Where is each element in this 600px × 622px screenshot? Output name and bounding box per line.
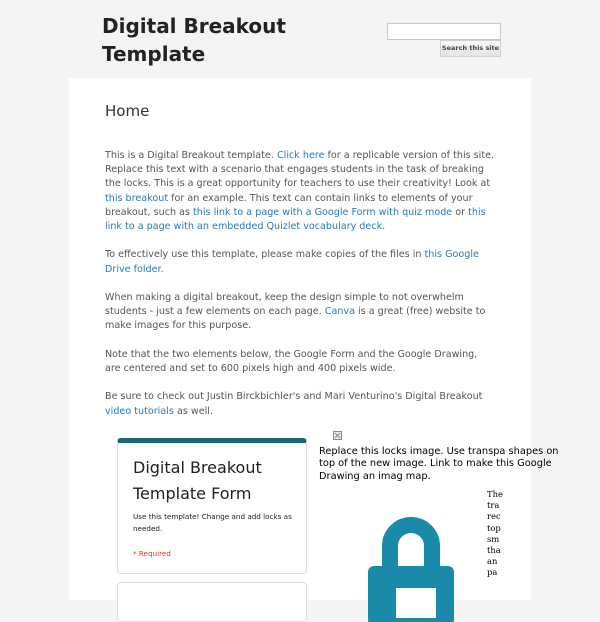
text-span: When making a digital breakout, keep the design simple to not overwhelm students - just a few elements on each page. bbox=[105, 292, 464, 318]
text-span: To effectively use this template, please make copies of the files in bbox=[105, 249, 425, 261]
drive-folder-link[interactable]: this Google Drive folder bbox=[105, 249, 479, 275]
form-required-note: * Required bbox=[133, 549, 171, 558]
note-paragraph bbox=[105, 348, 495, 376]
site-header bbox=[0, 0, 600, 78]
text-span: or bbox=[452, 206, 469, 218]
form-question-card[interactable] bbox=[117, 582, 307, 622]
text-span: . bbox=[382, 221, 386, 233]
quizlet-link[interactable]: this link to a page with an embedded Quizlet vocabulary deck bbox=[105, 206, 486, 233]
drawing-instructions: Replace this locks image. Use transpa shapes on top of the new image. Link to make this Google Drawing an imag map. bbox=[319, 446, 559, 482]
text-span: as well. bbox=[173, 405, 213, 417]
intro-paragraph bbox=[105, 149, 495, 234]
form-title: Digital Breakout Template Form bbox=[133, 458, 262, 503]
form-description: Use this template! Change and add locks as needed. bbox=[133, 512, 292, 533]
tutorials-paragraph bbox=[105, 390, 495, 418]
google-drawing-embed[interactable] bbox=[316, 430, 559, 600]
text-span: for a replicable version of this site. Replace this text with a scenario that engages students in the task of breaking the locks. This is a great opportunity for teachers to use their creativity! Look at bbox=[105, 150, 495, 190]
drive-paragraph bbox=[105, 248, 495, 276]
search-button[interactable]: Search this site bbox=[440, 40, 501, 57]
text-span: Be sure to check out Justin Birckbichler's and Mari Venturino's Digital Breakout bbox=[105, 391, 483, 403]
site-title[interactable]: Digital Breakout Template bbox=[102, 14, 286, 66]
drawing-side-text: The tra rec top sm tha an pa bbox=[487, 489, 503, 578]
google-form-embed[interactable] bbox=[117, 438, 307, 600]
video-tutorials-link[interactable]: video tutorials bbox=[105, 405, 174, 417]
lock-icon[interactable] bbox=[346, 506, 476, 606]
canva-link[interactable]: Canva bbox=[324, 306, 355, 318]
search-input[interactable] bbox=[387, 23, 501, 40]
broken-image-icon bbox=[333, 431, 342, 440]
page-title: Home bbox=[105, 102, 150, 120]
text-span: This is a Digital Breakout template. bbox=[105, 150, 277, 161]
this-breakout-link[interactable]: this breakout bbox=[105, 192, 169, 204]
form-header-card bbox=[117, 438, 307, 574]
google-form-link[interactable]: this link to a page with a Google Form with quiz mode bbox=[193, 206, 453, 218]
text-span: Note that the two elements below, the Google Form and the Google Drawing, are centered and set to 600 pixels high and 400 pixels wide. bbox=[105, 348, 478, 374]
text-span: . bbox=[160, 263, 164, 275]
design-paragraph bbox=[105, 291, 495, 334]
text-span: for an example. This text can contain links to elements of your breakout, such as bbox=[105, 192, 473, 218]
page-body bbox=[105, 149, 495, 433]
text-span: is a great (free) website to make images for this purpose. bbox=[105, 306, 486, 332]
click-here-link[interactable]: Click here bbox=[276, 150, 325, 161]
